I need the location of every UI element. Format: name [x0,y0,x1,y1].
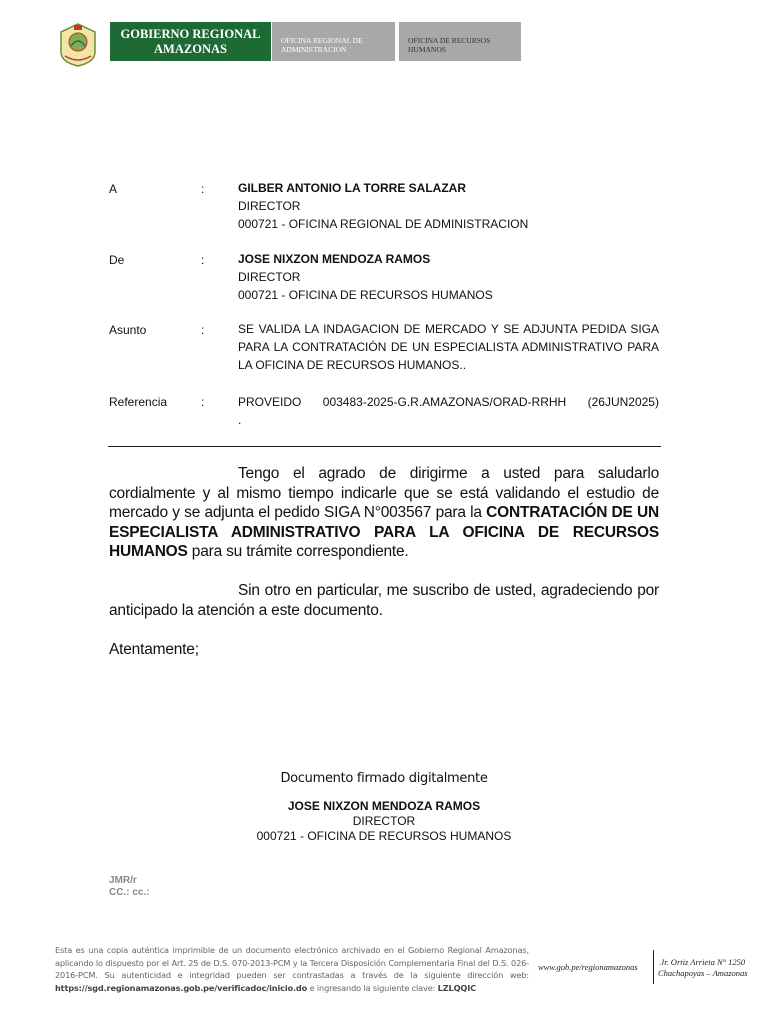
from-title: DIRECTOR [238,270,301,284]
signer-office: 000721 - OFICINA DE RECURSOS HUMANOS [256,829,512,843]
org-banner [110,22,271,61]
subject-text: SE VALIDA LA INDAGACION DE MERCADO Y SE ADJUNTA PEDIDA SIGA PARA LA CONTRATACIÓN DE UN ESPECIALISTA ADMINISTRATIVO PARA LA OFICINA DE RECURSOS HUMANOS.. [238,322,659,372]
reference-label: Referencia [109,395,168,409]
office-banner-hr: OFICINA DE RECURSOS HUMANOS [399,22,521,61]
cc-line: CC.: cc.: [109,887,150,898]
body-p1-text-b: para su trámite correspondiente. [187,543,409,560]
body-paragraph-1 [109,464,659,562]
from-office: 000721 - OFICINA DE RECURSOS HUMANOS [238,288,493,302]
body-p1-bold: CONTRATACIÓN DE UN ESPECIALISTA ADMINISTRATIVO PARA LA OFICINA DE RECURSOS HUMANOS [109,504,659,560]
body-paragraph-2: Sin otro en particular, me suscribo de usted, agradeciendo por anticipado la atención a este documento. [109,582,659,619]
header-divider [108,446,661,447]
reference-row [238,395,659,409]
authenticity-text-2: e ingresando la siguiente clave: [307,982,438,993]
address-line2: Chachapoyas – Amazonas [658,968,748,978]
reference-date: (26JUN2025) [587,395,659,409]
body-p1-text-a: Tengo el agrado de dirigirme a usted para saludarlo cordialmente y al mismo tiempo indicarle que se está validando el estudio de mercado y se adjunta el pedido SIGA N°003567 para la [109,465,659,521]
reference-number: 003483-2025-G.R.AMAZONAS/ORAD-RRHH [322,395,567,409]
address-line1: Jr. Ortiz Arrieta N° 1250 [660,957,746,967]
to-label: A [109,182,118,196]
website-link[interactable]: www.gob.pe/regionamazonas [538,962,638,972]
regional-seal-icon [57,22,99,68]
to-block [238,179,528,233]
to-colon: : [201,182,205,196]
from-colon: : [201,253,205,267]
from-block [238,250,493,304]
subject-colon: : [201,323,205,337]
from-name: JOSE NIXZON MENDOZA RAMOS [238,252,431,266]
from-label: De [109,253,125,267]
closing-text: Atentamente; [109,641,199,658]
reference-type: PROVEIDO [238,395,302,409]
signer-title: DIRECTOR [352,814,416,828]
office-banner-admin: OFICINA REGIONAL DE ADMINISTRACION [272,22,395,61]
reference-trail: . [238,413,242,427]
initials: JMR/r [109,875,137,886]
to-name: GILBER ANTONIO LA TORRE SALAZAR [238,181,466,195]
org-name-line2: AMAZONAS [154,41,227,56]
org-name-line1: GOBIERNO REGIONAL [120,26,261,41]
signer-name: JOSE NIXZON MENDOZA RAMOS [287,799,481,813]
subject-label: Asunto [109,323,147,337]
authenticity-text: Esta es una copia auténtica imprimible de un documento electrónico archivado en el Gobierno Regional Amazonas, aplicando lo dispuesto por el Art. 25 de D.S. 070-2013-PCM y la Tercera Disposición Complementaria Final del D.S. 026-2016-PCM. Su autenticidad e integridad pueden ser contrastadas a través de la siguiente dirección web: [55,945,529,980]
to-title: DIRECTOR [238,199,301,213]
to-office: 000721 - OFICINA REGIONAL DE ADMINISTRACION [238,217,529,231]
verification-key: LZLQQIC [437,982,476,993]
digital-signature-note: Documento firmado digitalmente [280,771,488,786]
address-block [658,957,748,979]
authenticity-notice [55,944,529,994]
reference-colon: : [201,395,205,409]
verification-link[interactable]: https://sgd.regionamazonas.gob.pe/verificadoc/inicio.do [55,982,308,993]
footer-divider [653,950,654,984]
